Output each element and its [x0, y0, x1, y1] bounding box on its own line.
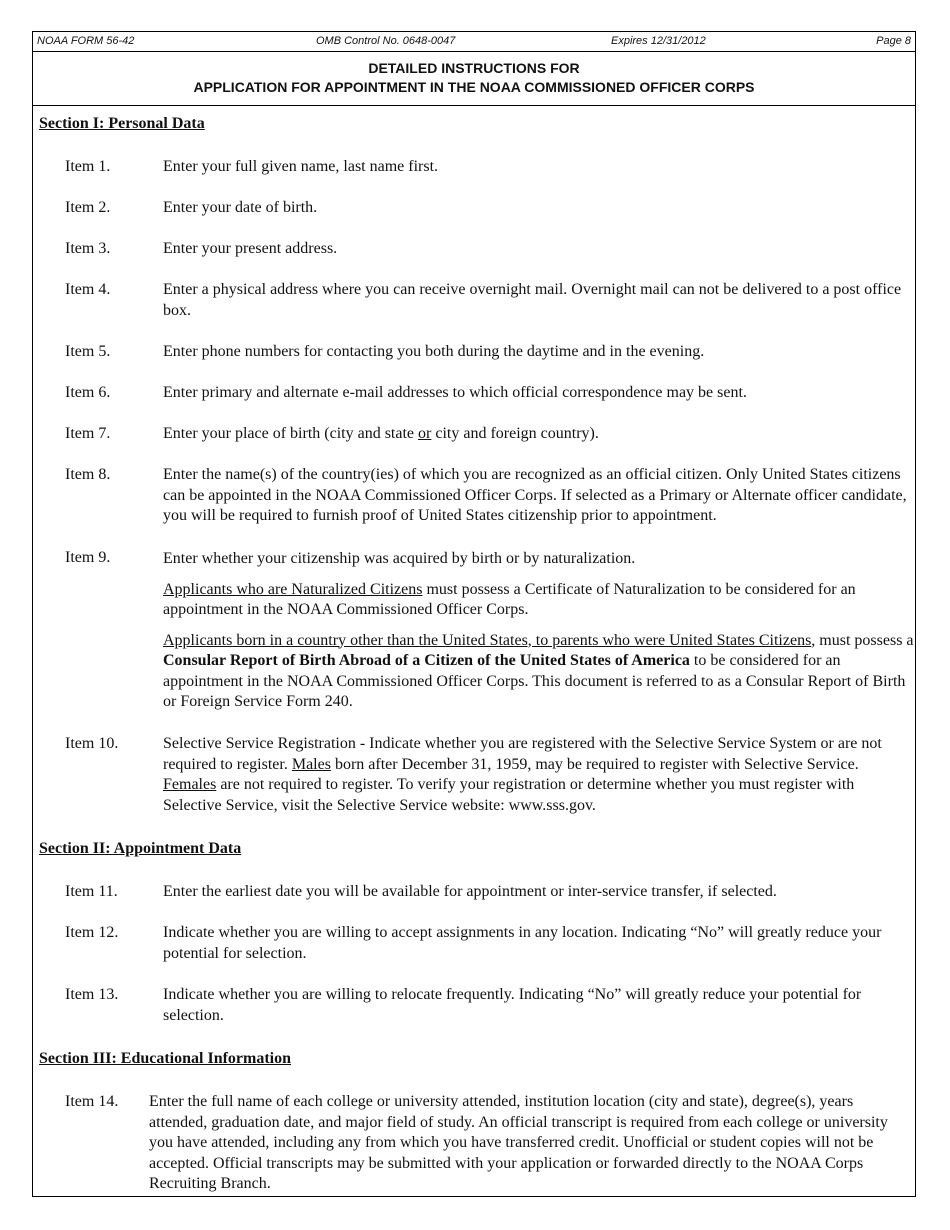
item-11-text: Enter the earliest date you will be available for appointment or inter-service transfer, if selected. — [163, 883, 777, 900]
section-personal-data: Section I: Personal Data — [39, 115, 205, 132]
consular-paragraph: Applicants born in a country other than the United States, to parents who were United States Citizens, must possess a Consular Report of Birth Abroad of a Citizen of the United States of America to be considered for an appointment in the NOAA Commissioned Officer Corps. This document is referred to as a Consular Report of Birth or Foreign Service Form 240. — [163, 631, 914, 710]
item-2-label: Item 2. — [65, 199, 111, 216]
omb-control: OMB Control No. 0648-0047 — [316, 35, 456, 47]
page-title — [33, 52, 915, 106]
item-13-label: Item 13. — [65, 986, 119, 1003]
item-10-text: Selective Service Registration - Indicate whether you are registered with the Selective Service System or are not required to register. Males born after December 31, 1959, may be required to register with Selective Service. Females are not required to register. To verify your registration or determine whether you must register with Selective Service, visit the Selective Service website: www.sss.gov. — [163, 735, 882, 814]
item-3-label: Item 3. — [65, 240, 111, 257]
item-9-label: Item 9. — [65, 549, 111, 566]
item-11-label: Item 11. — [65, 883, 118, 900]
expiration-date: Expires 12/31/2012 — [611, 35, 706, 47]
item-5-label: Item 5. — [65, 343, 111, 360]
page-number: Page 8 — [876, 35, 911, 47]
section-educational-information: Section III: Educational Information — [39, 1050, 292, 1067]
item-6-label: Item 6. — [65, 384, 111, 401]
item-1-text: Enter your full given name, last name first. — [163, 158, 439, 175]
item-4-label: Item 4. — [65, 281, 111, 298]
item-2-text: Enter your date of birth. — [163, 199, 318, 216]
item-8-label: Item 8. — [65, 466, 111, 483]
form-number: NOAA FORM 56-42 — [37, 35, 135, 47]
item-7-label: Item 7. — [65, 425, 111, 442]
item-9-text: Enter whether your citizenship was acquired by birth or by naturalization. Applicants who are Naturalized Citizens must possess a Certificate of Naturalization to be considered for an appointment in the NOAA Commissioned Officer Corps. Applicants born in a country other than the United States, to parents who were United States Citizens, must possess a Consular Report of Birth Abroad of a Citizen of the United States of America to be considered for an appointment in the NOAA Commissioned Officer Corps. This document is referred to as a Consular Report of Birth or Foreign Service Form 240. — [163, 549, 915, 713]
item-3-text: Enter your present address. — [163, 240, 338, 257]
item-5-text: Enter phone numbers for contacting you both during the daytime and in the evening. — [163, 343, 705, 360]
naturalized-paragraph: Applicants who are Naturalized Citizens must possess a Certificate of Naturalization to be considered for an appointment in the NOAA Commissioned Officer Corps. — [163, 580, 856, 618]
form-header-bar — [33, 32, 915, 52]
item-6-text: Enter primary and alternate e-mail addresses to which official correspondence may be sent. — [163, 384, 747, 401]
item-12-text: Indicate whether you are willing to accept assignments in any location. Indicating “No” will greatly reduce your potential for selection. — [163, 924, 882, 962]
item-4-text: Enter a physical address where you can receive overnight mail. Overnight mail can not be delivered to a post office box. — [163, 281, 902, 319]
form-page — [32, 31, 916, 1197]
item-1-label: Item 1. — [65, 158, 111, 175]
item-8-text: Enter the name(s) of the country(ies) of which you are recognized as an official citizen. Only United States citizens can be appointed in the NOAA Commissioned Officer Corps. If selected as a Primary or Alternate officer candidate, you will be required to furnish proof of United States citizenship prior to appointment. — [163, 466, 907, 524]
section-appointment-data: Section II: Appointment Data — [39, 840, 242, 857]
item-13-text: Indicate whether you are willing to relocate frequently. Indicating “No” will greatly reduce your potential for selection. — [163, 986, 862, 1024]
title-line-1: DETAILED INSTRUCTIONS FOR — [368, 60, 580, 76]
item-14-label: Item 14. — [65, 1093, 119, 1110]
item-12-label: Item 12. — [65, 924, 119, 941]
item-10-label: Item 10. — [65, 735, 119, 752]
item-7-text: Enter your place of birth (city and state or city and foreign country). — [163, 425, 599, 442]
item-14-text: Enter the full name of each college or university attended, institution location (city and state), degree(s), years attended, graduation date, and major field of study. An official transcript is required from each college or university you have attended, including any from which you have transferred credit. Unofficial or student copies will not be accepted. Official transcripts may be submitted with your application or forwarded directly to the NOAA Corps Recruiting Branch. — [149, 1093, 888, 1192]
title-line-2: APPLICATION FOR APPOINTMENT IN THE NOAA COMMISSIONED OFFICER CORPS — [193, 79, 755, 95]
